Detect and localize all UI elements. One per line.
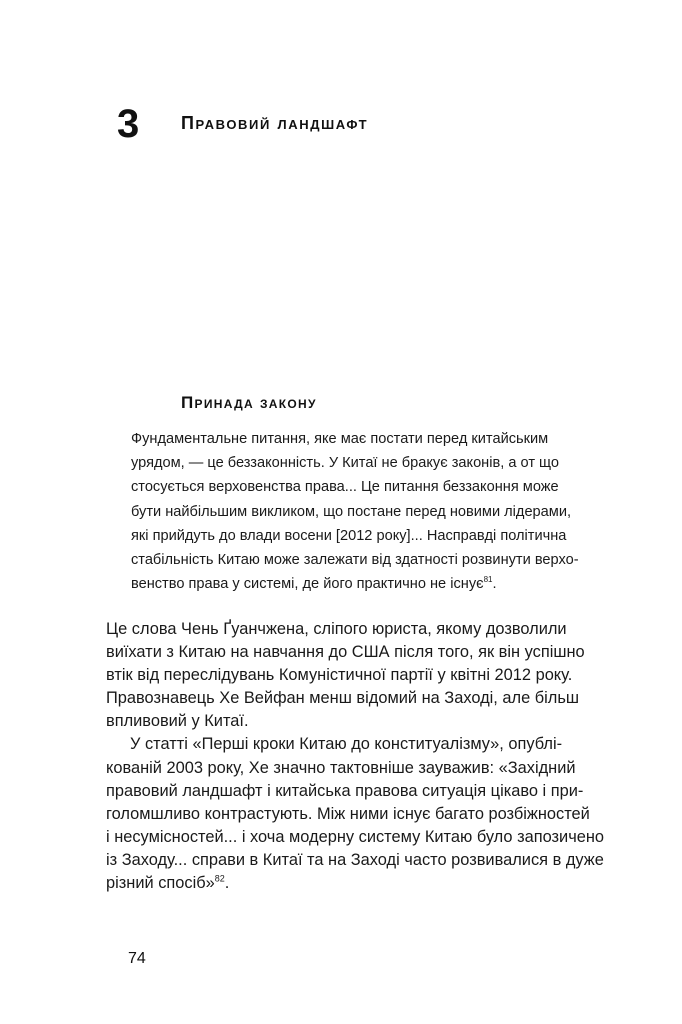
body-line: із Заходу... справи в Китаї та на Заході часто розвивалися в дуже [106, 850, 604, 869]
section-title: Принада закону [181, 393, 317, 412]
epigraph-line: урядом, — це беззаконність. У Китаї не бракує законів, а от що [131, 455, 560, 472]
epigraph-line: Фундаментальне питання, яке має постати перед китайським [131, 431, 549, 447]
epigraph-line: стосується верховенства права... Це питання беззаконня може [131, 479, 559, 496]
epigraph-line: які прийдуть до влади восени [2012 року]... Насправді політична [131, 527, 567, 544]
body-text [106, 618, 605, 895]
body-line-text: різний спосіб» [106, 874, 215, 893]
epigraph-line: стабільність Китаю може залежати від здатності розвинути верхо- [131, 552, 579, 569]
footnote-marker[interactable]: 81 [483, 575, 493, 585]
body-line: голомшливо контрастують. Між ними існує багато розбіжностей [106, 804, 590, 823]
body-line: втік від переслідувань Комуністичної партії у квітні 2012 року. [106, 666, 573, 685]
epigraph [131, 427, 579, 596]
body-line-last: різний спосіб»$^{82}$. [106, 873, 230, 893]
chapter-number: 3 [117, 102, 140, 146]
body-line: У статті «Перші кроки Китаю до конституалізму», опублі- [130, 735, 563, 754]
body-line: Правознавець Хе Вейфан менш відомий на Заході, але більш [106, 689, 580, 708]
body-line: і несумісностей... і хоча модерну систему Китаю було запозичено [106, 827, 605, 846]
page-number: 74 [128, 950, 146, 967]
body-line: кованій 2003 року, Хе значно тактовніше зауважив: «Західний [106, 758, 576, 777]
body-line: впливовий у Китаї. [106, 712, 249, 731]
epigraph-line: бути найбільшим викликом, що постане перед новими лідерами, [131, 503, 572, 520]
body-line: Це слова Чень Ґуанчжена, сліпого юриста, якому дозволили [106, 620, 567, 638]
footnote-marker[interactable]: 82 [214, 873, 225, 884]
chapter-title: Правовий ландшафт [181, 113, 369, 133]
body-line: правовий ландшафт і китайська правова ситуація цікаво і при- [106, 781, 584, 800]
body-line: виїхати з Китаю на навчання до США після того, як він успішно [106, 643, 585, 662]
epigraph-line-last: венство права у системі, де його практично не існує$^{81}$. [131, 575, 497, 593]
epigraph-line-text: венство права у системі, де його практично не існує [131, 576, 484, 593]
